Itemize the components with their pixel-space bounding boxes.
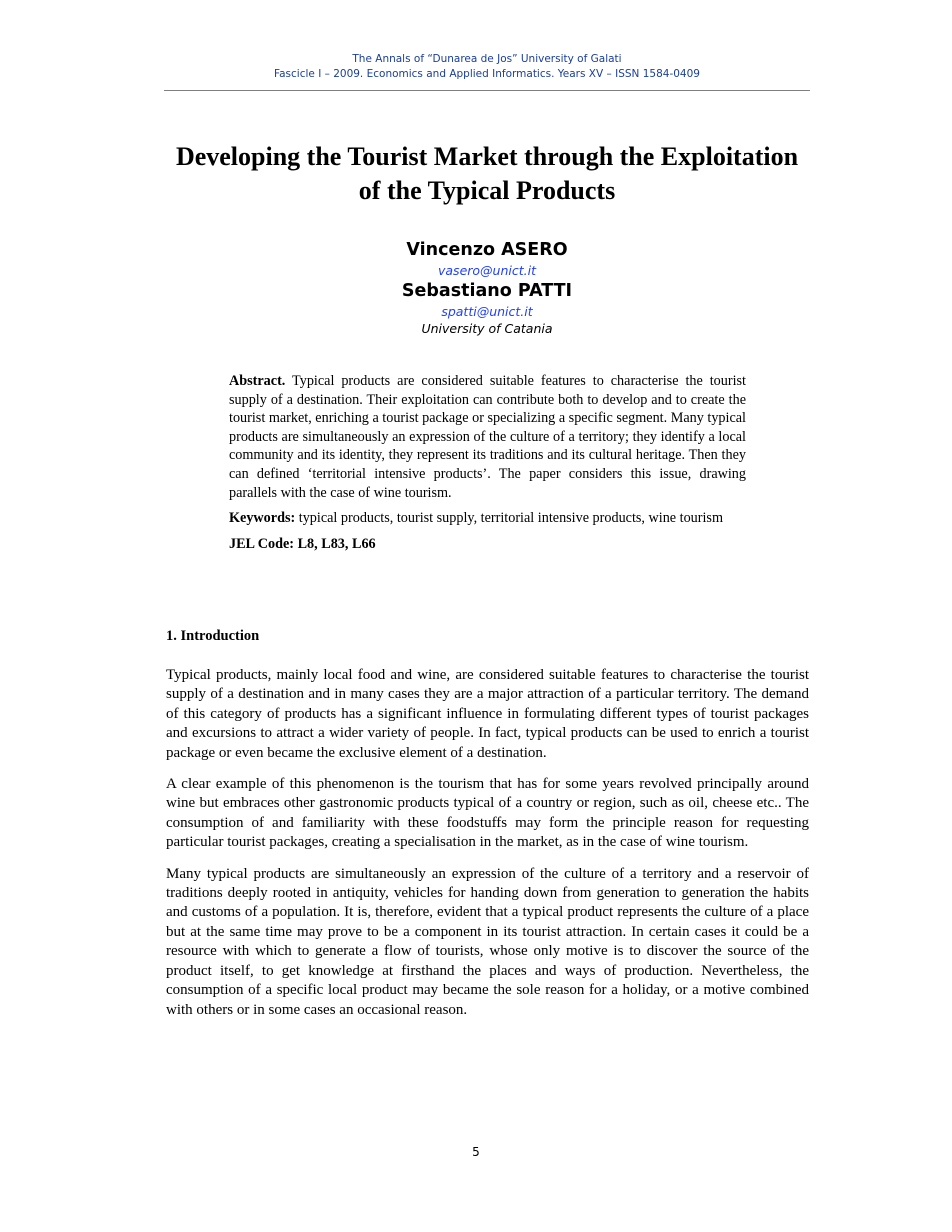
section-heading: 1. Introduction bbox=[166, 628, 260, 644]
header-divider bbox=[164, 90, 810, 91]
journal-header bbox=[164, 52, 810, 82]
author-email-2[interactable]: spatti@unict.it bbox=[441, 304, 533, 319]
page-number: 5 bbox=[472, 1145, 480, 1159]
keywords-text: typical products, tourist supply, territorial intensive products, wine tourism bbox=[298, 510, 723, 527]
journal-header-line1: The Annals of “Dunarea de Jos” University of Galati bbox=[352, 53, 622, 65]
body-paragraph: Many typical products are simultaneously an expression of the culture of a territory and a reservoir of traditions deeply rooted in antiquity, vehicles for handing down from generation to generation the habits and customs of a population. It is, therefore, evident that a typical product represents the culture of a place but at the same time may prove to be a component in its tourist attraction. In certain cases it could be a resource with which to generate a flow of tourists, whose only motive is to discover the source of the product itself, to get knowledge at firsthand the places and ways of production. Nevertheless, the consumption of a specific local product may became the sole reason for a holiday, or a motive combined with others or in some cases an occasional reason. bbox=[166, 865, 809, 1018]
body-paragraph: A clear example of this phenomenon is the tourism that has for some years revolved principally around wine but embraces other gastronomic products typical of a country or region, such as oil, cheese etc.. The consumption of and familiarity with these foodstuffs may form the principle reason for requesting particular tourist packages, creating a specialisation in the market, as in the case of wine tourism. bbox=[166, 776, 809, 851]
abstract-text: Typical products are considered suitable features to characterise the tourist supply of a destination. Their exploitation can contribute both to develop and to create the tourist market, enriching a tourist package or specializing a specific segment. Many typical products are simultaneously an expression of the culture of a territory; they identify a local community and its identity, they represent its traditions and its cultural heritage. Then they can defined ‘territorial intensive products’. The paper considers this issue, drawing parallels with the case of wine tourism. bbox=[229, 373, 746, 501]
abstract-block bbox=[229, 372, 746, 560]
journal-header-line2: Fascicle I – 2009. Economics and Applied Informatics. Years XV – ISSN 1584-0409 bbox=[274, 68, 700, 80]
paper-title: Developing the Tourist Market through the Exploitation of the Typical Products bbox=[175, 142, 799, 205]
keywords-paragraph bbox=[229, 509, 746, 528]
author-email-1[interactable]: vasero@unict.it bbox=[438, 263, 536, 278]
author-affiliation: University of Catania bbox=[421, 321, 553, 336]
author-name-2: Sebastiano PATTI bbox=[401, 281, 573, 301]
author-name-1: Vincenzo ASERO bbox=[406, 240, 568, 260]
section-body bbox=[166, 666, 809, 1032]
body-paragraph: Typical products, mainly local food and wine, are considered suitable features to characterise the tourist supply of a destination and in many cases they are a major attraction of a particular territory. The demand of this category of products has a significant influence in formulating different types of tourist packages and excursions to attract a wider variety of people. In fact, typical products can be used to enrich a tourist package or even became the exclusive element of a destination. bbox=[166, 667, 809, 761]
jel-codes: JEL Code: L8, L83, L66 bbox=[229, 535, 376, 552]
author-block bbox=[164, 238, 810, 337]
keywords-label: Keywords: bbox=[229, 510, 296, 527]
abstract-label: Abstract. bbox=[229, 373, 286, 389]
abstract-paragraph bbox=[229, 372, 746, 502]
